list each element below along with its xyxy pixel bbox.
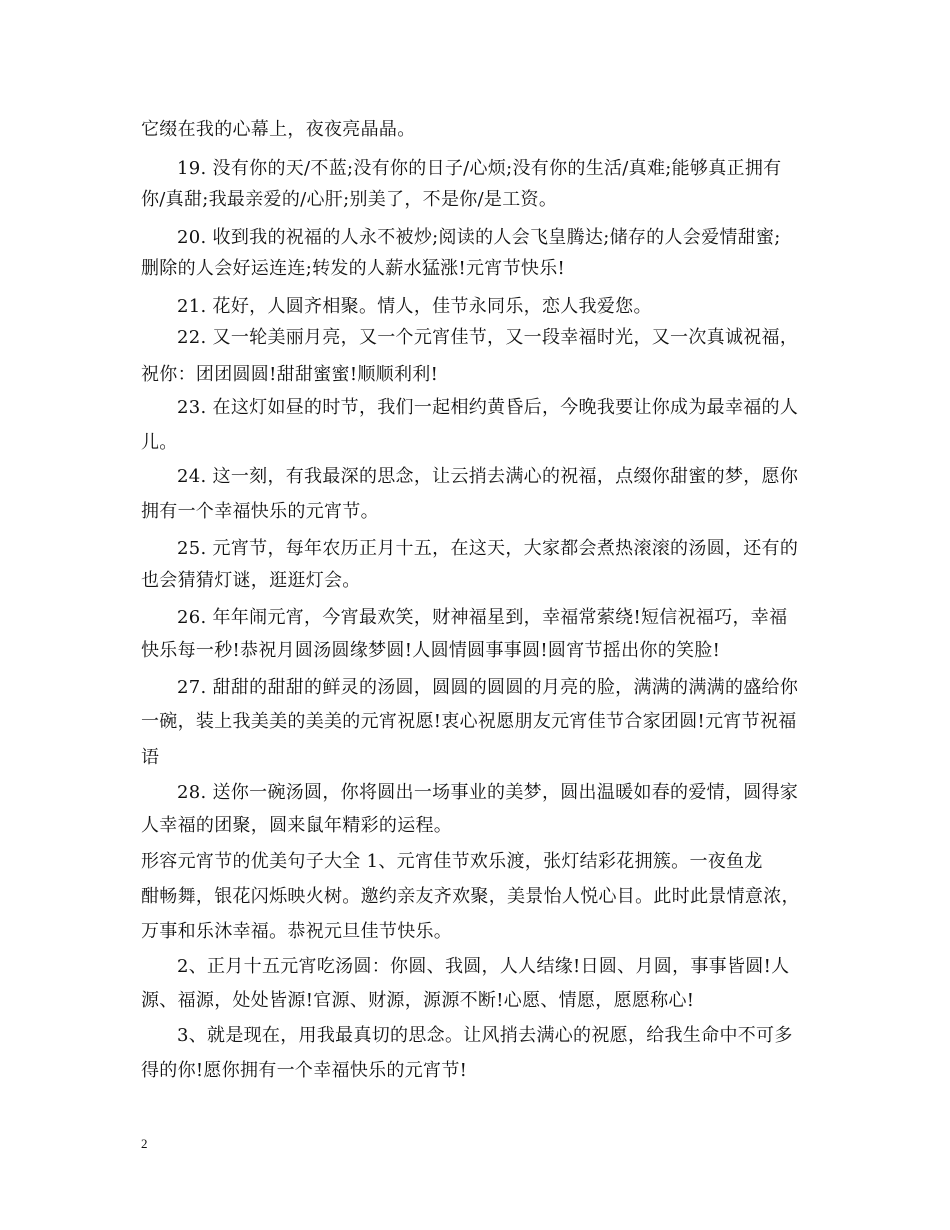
text-line: 27. 甜甜的甜甜的鲜灵的汤圆，圆圆的圆圆的月亮的脸，满满的满满的盛给你 bbox=[177, 677, 799, 698]
text-line: 拥有一个幸福快乐的元宵节。 bbox=[141, 501, 379, 522]
text-line: 语 bbox=[141, 747, 160, 768]
text-line: 26. 年年闹元宵，今宵最欢笑，财神福星到，幸福常萦绕!短信祝福巧，幸福 bbox=[177, 607, 788, 628]
text-line: 也会猜猜灯谜，逛逛灯会。 bbox=[141, 570, 361, 591]
text-line: 21. 花好，人圆齐相聚。情人，佳节永同乐，恋人我爱您。 bbox=[177, 296, 652, 317]
text-line: 祝你：团团圆圆!甜甜蜜蜜!顺顺利利! bbox=[141, 364, 439, 385]
text-line: 得的你!愿你拥有一个幸福快乐的元宵节! bbox=[141, 1060, 468, 1081]
text-line: 酣畅舞，银花闪烁映火树。邀约亲友齐欢聚，美景怡人悦心目。此时此景情意浓， bbox=[141, 886, 800, 907]
text-line: 24. 这一刻，有我最深的思念，让云捎去满心的祝福，点缀你甜蜜的梦，愿你 bbox=[177, 466, 799, 487]
text-line: 28. 送你一碗汤圆，你将圆出一场事业的美梦，圆出温暖如春的爱情，圆得家 bbox=[177, 782, 799, 803]
text-line: 你/真甜;我最亲爱的/心肝;别美了，不是你/是工资。 bbox=[141, 189, 558, 210]
text-line: 源、福源，处处皆源!官源、财源，源源不断!心愿、情愿，愿愿称心! bbox=[141, 990, 695, 1011]
text-line: 快乐每一秒!恭祝月圆汤圆缘梦圆!人圆情圆事事圆!圆宵节摇出你的笑脸! bbox=[141, 640, 721, 661]
text-line: 删除的人会好运连连;转发的人薪水猛涨!元宵节快乐! bbox=[141, 258, 566, 279]
page-number: 2 bbox=[141, 1136, 148, 1151]
text-line: 22. 又一轮美丽月亮，又一个元宵佳节，又一段幸福时光，又一次真诚祝福， bbox=[177, 327, 799, 348]
text-line: 它缀在我的心幕上，夜夜亮晶晶。 bbox=[141, 119, 416, 140]
text-line: 一碗，装上我美美的美美的元宵祝愿!衷心祝愿朋友元宵佳节合家团圆!元宵节祝福 bbox=[141, 711, 797, 732]
text-line: 2、正月十五元宵吃汤圆：你圆、我圆，人人结缘!日圆、月圆，事事皆圆!人 bbox=[177, 956, 790, 977]
text-line: 23. 在这灯如昼的时节，我们一起相约黄昏后，今晚我要让你成为最幸福的人 bbox=[177, 397, 799, 418]
text-line: 20. 收到我的祝福的人永不被炒;阅读的人会飞皇腾达;储存的人会爱情甜蜜; bbox=[177, 227, 781, 248]
text-line: 人幸福的团聚，圆来鼠年精彩的运程。 bbox=[141, 815, 453, 836]
text-line: 25. 元宵节，每年农历正月十五，在这天，大家都会煮热滚滚的汤圆，还有的 bbox=[177, 538, 799, 559]
text-line: 3、就是现在，用我最真切的思念。让风捎去满心的祝愿，给我生命中不可多 bbox=[177, 1025, 793, 1046]
text-line: 形容元宵节的优美句子大全 1、元宵佳节欢乐渡，张灯结彩花拥簇。一夜鱼龙 bbox=[141, 851, 763, 872]
text-line: 万事和乐沐幸福。恭祝元旦佳节快乐。 bbox=[141, 921, 453, 942]
text-line: 儿。 bbox=[141, 432, 178, 453]
text-line: 19. 没有你的天/不蓝;没有你的日子/心烦;没有你的生活/真难;能够真正拥有 bbox=[177, 158, 782, 179]
